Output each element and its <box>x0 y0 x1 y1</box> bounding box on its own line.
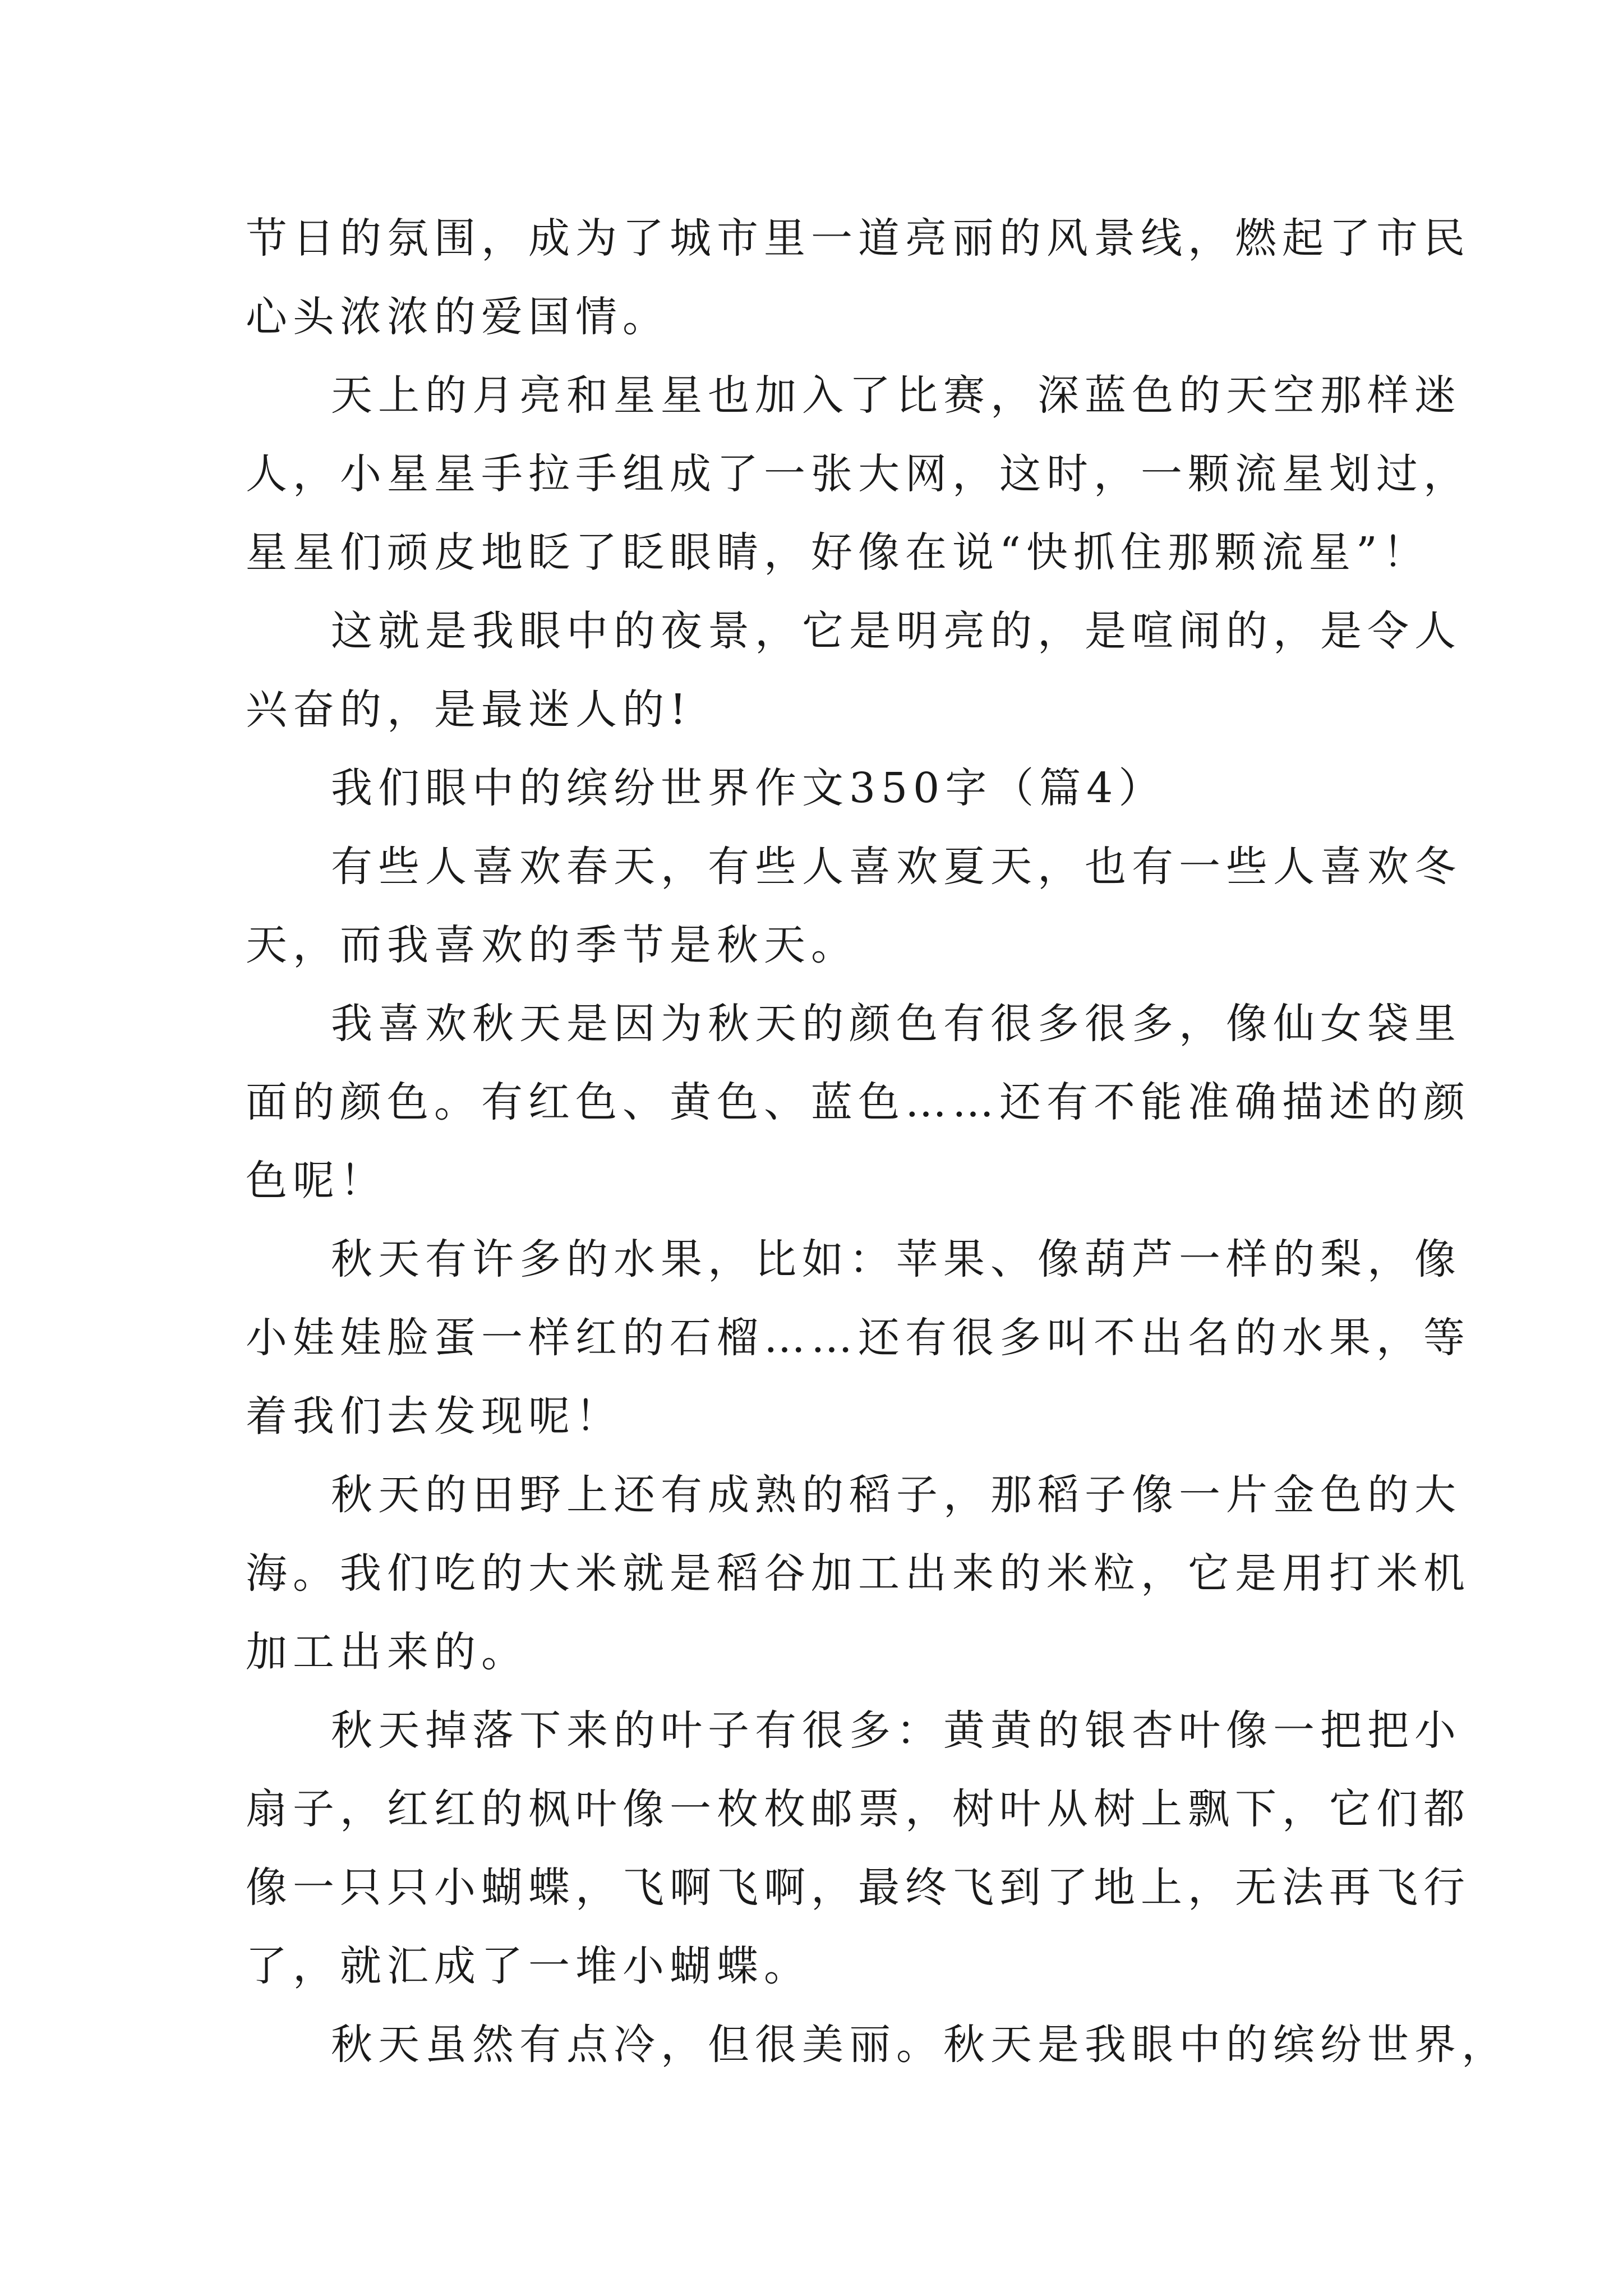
text-line: 海。我们吃的大米就是稻谷加工出来的米粒，它是用打米机 <box>246 1549 1470 1598</box>
text-line: 秋天掉落下来的叶子有很多：黄黄的银杏叶像一把把小 <box>331 1706 1461 1755</box>
text-line: 这就是我眼中的夜景，它是明亮的，是喧闹的，是令人 <box>331 607 1461 655</box>
text-line: 兴奋的，是最迷人的! <box>246 685 692 734</box>
text-line: 着我们去发现呢！ <box>246 1392 623 1441</box>
text-line: 秋天的田野上还有成熟的稻子，那稻子像一片金色的大 <box>331 1471 1461 1519</box>
text-line: 有些人喜欢春天，有些人喜欢夏天，也有一些人喜欢冬 <box>331 843 1461 891</box>
text-line: 面的颜色。有红色、黄色、蓝色……还有不能准确描述的颜 <box>246 1078 1470 1126</box>
text-line: 节日的氛围，成为了城市里一道亮丽的风景线，燃起了市民 <box>246 214 1470 263</box>
text-line: 了，就汇成了一堆小蝴蝶。 <box>246 1942 811 1990</box>
text-line: 秋天虽然有点冷，但很美丽。秋天是我眼中的缤纷世界， <box>331 2021 1509 2069</box>
text-line: 色呢！ <box>246 1157 387 1205</box>
text-line: 天上的月亮和星星也加入了比赛，深蓝色的天空那样迷 <box>331 371 1461 420</box>
text-line: 星星们顽皮地眨了眨眼睛，好像在说“快抓住那颗流星”！ <box>246 528 1430 577</box>
document-body <box>246 199 1509 2084</box>
text-line: 我喜欢秋天是因为秋天的颜色有很多很多，像仙女袋里 <box>331 1000 1461 1048</box>
text-line: 天，而我喜欢的季节是秋天。 <box>246 921 858 969</box>
text-line: 像一只只小蝴蝶，飞啊飞啊，最终飞到了地上，无法再飞行 <box>246 1864 1470 1912</box>
text-line: 秋天有许多的水果，比如：苹果、像葫芦一样的梨，像 <box>331 1235 1461 1283</box>
text-line: 心头浓浓的爱国情。 <box>246 293 670 341</box>
text-line: 小娃娃脸蛋一样红的石榴……还有很多叫不出名的水果，等 <box>246 1314 1470 1362</box>
text-line: 人，小星星手拉手组成了一张大网，这时，一颗流星划过， <box>246 450 1470 498</box>
text-line: 加工出来的。 <box>246 1628 528 1676</box>
section-heading: 我们眼中的缤纷世界作文350字（篇4） <box>331 764 1166 812</box>
text-line: 扇子，红红的枫叶像一枚枚邮票，树叶从树上飘下，它们都 <box>246 1785 1470 1833</box>
